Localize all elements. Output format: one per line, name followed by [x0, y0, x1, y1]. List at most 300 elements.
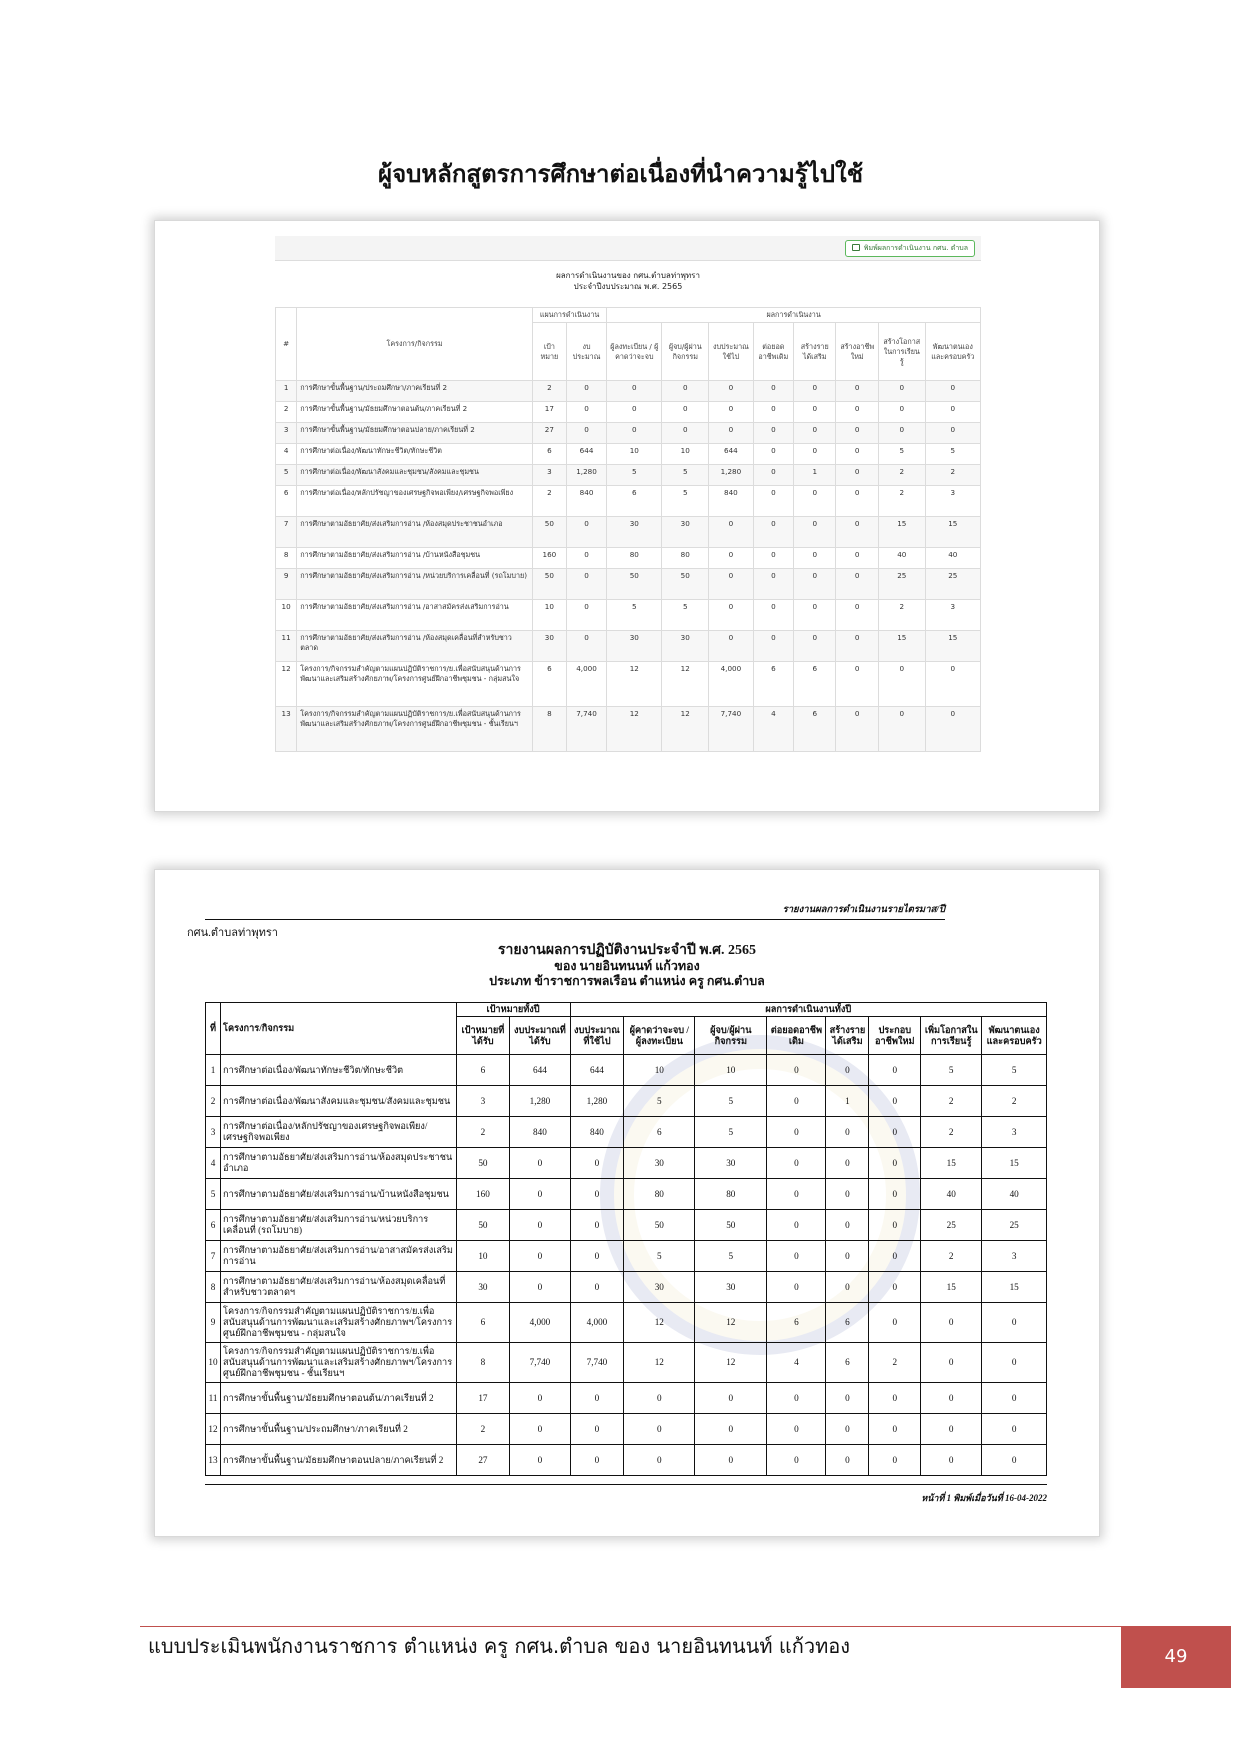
cell-dev: 0 — [925, 707, 980, 752]
plan-group-header: แผนการดำเนินงาน — [532, 308, 606, 323]
cell-extend: 0 — [753, 465, 793, 486]
web-report-screenshot — [155, 221, 1099, 811]
cell-newc: 0 — [836, 423, 878, 444]
cell-expected: 0 — [624, 1383, 695, 1414]
cell-project: การศึกษาต่อเนื่อง/หลักปรัชญาของเศรษฐกิจพอเพียง/เศรษฐกิจพอเพียง — [297, 486, 533, 517]
table-row — [206, 1086, 1047, 1117]
cell-used: 0 — [570, 1148, 624, 1179]
cell-expected: 5 — [624, 1241, 695, 1272]
cell-used: 840 — [570, 1117, 624, 1148]
col-project-header: โครงการ/กิจกรรม — [297, 308, 533, 381]
cell-num: 4 — [276, 444, 297, 465]
cell-opp: 5 — [921, 1055, 982, 1086]
cell-budget: 0 — [510, 1241, 570, 1272]
web-report-heading-line1: ผลการดำเนินงานของ กศน.ตำบลท่าพุทรา — [556, 271, 700, 280]
cell-opp: 0 — [921, 1414, 982, 1445]
table-row — [206, 1179, 1047, 1210]
cell-income: 0 — [794, 444, 836, 465]
cell-newc: 0 — [869, 1303, 921, 1343]
table-row — [206, 1241, 1047, 1272]
cell-passed: 0 — [662, 402, 709, 423]
cell-income: 0 — [826, 1414, 869, 1445]
cell-income: 6 — [794, 707, 836, 752]
cell-project: การศึกษาขั้นพื้นฐาน/มัธยมศึกษาตอนต้น/ภาคเรียนที่ 2 — [297, 402, 533, 423]
cell-passed: 50 — [662, 569, 709, 600]
cell-newc: 0 — [836, 517, 878, 548]
col-extra-income-header: สร้างรายได้เสริม — [794, 323, 836, 381]
cell-newc: 0 — [836, 465, 878, 486]
cell-used: 0 — [709, 517, 754, 548]
cell-passed: 12 — [695, 1343, 767, 1383]
cell-registered: 5 — [607, 465, 662, 486]
cell-num: 12 — [206, 1414, 221, 1445]
cell-target: 27 — [456, 1445, 510, 1476]
cell-budget: 1,280 — [566, 465, 606, 486]
cell-extend: 6 — [753, 662, 793, 707]
cell-opp: 40 — [921, 1179, 982, 1210]
cell-opp: 2 — [878, 486, 925, 517]
cell-newc: 0 — [869, 1117, 921, 1148]
cell-num: 8 — [276, 548, 297, 569]
cell-project: การศึกษาขั้นพื้นฐาน/มัธยมศึกษาตอนปลาย/ภาคเรียนที่ 2 — [297, 423, 533, 444]
cell-passed: 10 — [662, 444, 709, 465]
table-row — [276, 444, 981, 465]
cell-num: 11 — [206, 1383, 221, 1414]
cell-project: การศึกษาต่อเนื่อง/พัฒนาสังคมและชุมชน/สังคมและชุมชน — [297, 465, 533, 486]
cell-target: 2 — [456, 1414, 510, 1445]
cell-project: การศึกษาขั้นพื้นฐาน/ประถมศึกษา/ภาคเรียนที่ 2 — [221, 1414, 457, 1445]
cell-passed: 0 — [662, 423, 709, 444]
cell-income: 6 — [826, 1343, 869, 1383]
col-learning-opp-header: เพิ่มโอกาสในการเรียนรู้ — [921, 1017, 982, 1055]
cell-opp: 25 — [921, 1210, 982, 1241]
cell-target: 8 — [456, 1343, 510, 1383]
cell-extend: 0 — [753, 631, 793, 662]
cell-passed: 80 — [695, 1179, 767, 1210]
table-row — [206, 1343, 1047, 1383]
cell-dev: 40 — [982, 1179, 1047, 1210]
cell-num: 9 — [206, 1303, 221, 1343]
cell-num: 6 — [206, 1210, 221, 1241]
cell-project: การศึกษาตามอัธยาศัย/ส่งเสริมการอ่าน /หน่วยบริการเคลื่อนที่ (รถโมบาย) — [297, 569, 533, 600]
cell-budget: 0 — [510, 1148, 570, 1179]
cell-income: 0 — [794, 631, 836, 662]
cell-project: โครงการ/กิจกรรมสำคัญตามแผนปฏิบัติราชการ/ย.เพื่อสนับสนุนด้านการพัฒนาและเสริมสร้างศักยภาพฯ/โครงการศูนย์ฝึกอาชีพชุมชน - กลุ่มสนใจ — [221, 1303, 457, 1343]
cell-budget: 1,280 — [510, 1086, 570, 1117]
cell-budget: 4,000 — [510, 1303, 570, 1343]
cell-extend: 0 — [753, 402, 793, 423]
cell-extend: 0 — [767, 1117, 826, 1148]
table-row — [276, 517, 981, 548]
cell-target: 50 — [532, 517, 566, 548]
footer-divider — [140, 1626, 1123, 1627]
cell-income: 0 — [826, 1383, 869, 1414]
cell-num: 3 — [276, 423, 297, 444]
cell-registered: 50 — [607, 569, 662, 600]
cell-extend: 0 — [753, 517, 793, 548]
annual-result-header: ผลการดำเนินงานทั้งปี — [570, 1003, 1046, 1017]
cell-expected: 5 — [624, 1086, 695, 1117]
cell-income: 0 — [826, 1055, 869, 1086]
col-passed-header: ผู้จบ/ผู้ผ่านกิจกรรม — [662, 323, 709, 381]
cell-extend: 0 — [767, 1445, 826, 1476]
report-position: ประเภท ข้าราชการพลเรือน ตำแหน่ง ครู กศน.ตำบล — [489, 974, 765, 988]
cell-project: การศึกษาตามอัธยาศัย/ส่งเสริมการอ่าน/อาสาสมัครส่งเสริมการอ่าน — [221, 1241, 457, 1272]
footer-text: แบบประเมินพนักงานราชการ ตำแหน่ง ครู กศน.ตำบล ของ นายอินทนนท์ แก้วทอง — [148, 1634, 851, 1658]
col-target-header: เป้าหมาย — [532, 323, 566, 381]
cell-opp: 15 — [921, 1148, 982, 1179]
cell-newc: 0 — [869, 1148, 921, 1179]
cell-used: 7,740 — [570, 1343, 624, 1383]
table-row — [276, 381, 981, 402]
cell-project: การศึกษาตามอัธยาศัย/ส่งเสริมการอ่าน /บ้านหนังสือชุมชน — [297, 548, 533, 569]
cell-newc: 0 — [836, 569, 878, 600]
cell-num: 1 — [206, 1055, 221, 1086]
cell-project: การศึกษาต่อเนื่อง/พัฒนาทักษะชีวิต/ทักษะชีวิต — [221, 1055, 457, 1086]
org-name: กศน.ตำบลท่าพุทรา — [187, 927, 278, 939]
cell-opp: 0 — [878, 423, 925, 444]
cell-income: 0 — [794, 486, 836, 517]
cell-dev: 2 — [925, 465, 980, 486]
cell-passed: 10 — [695, 1055, 767, 1086]
cell-passed: 30 — [662, 517, 709, 548]
cell-newc: 0 — [836, 402, 878, 423]
col-budget-used-header: งบประมาณใช้ไป — [709, 323, 754, 381]
cell-dev: 3 — [925, 600, 980, 631]
cell-project: โครงการ/กิจกรรมสำคัญตามแผนปฏิบัติราชการ/ย.เพื่อสนับสนุนด้านการพัฒนาและเสริมสร้างศักยภาพฯ/โครงการศูนย์ฝึกอาชีพชุมชน - ชั้นเรียนฯ — [221, 1343, 457, 1383]
cell-target: 17 — [456, 1383, 510, 1414]
table-row — [206, 1272, 1047, 1303]
cell-project: การศึกษาต่อเนื่อง/พัฒนาทักษะชีวิต/ทักษะชีวิต — [297, 444, 533, 465]
cell-num: 8 — [206, 1272, 221, 1303]
cell-target: 8 — [532, 707, 566, 752]
cell-budget: 0 — [510, 1383, 570, 1414]
table-row — [276, 569, 981, 600]
cell-num: 13 — [206, 1445, 221, 1476]
cell-extend: 0 — [767, 1055, 826, 1086]
cell-income: 0 — [826, 1445, 869, 1476]
cell-opp: 2 — [921, 1086, 982, 1117]
cell-opp: 0 — [878, 402, 925, 423]
cell-used: 644 — [570, 1055, 624, 1086]
cell-target: 30 — [532, 631, 566, 662]
cell-newc: 0 — [869, 1272, 921, 1303]
cell-newc: 0 — [869, 1179, 921, 1210]
cell-opp: 2 — [921, 1241, 982, 1272]
cell-target: 10 — [532, 600, 566, 631]
cell-newc: 0 — [836, 548, 878, 569]
cell-dev: 0 — [925, 662, 980, 707]
cell-income: 0 — [794, 517, 836, 548]
cell-project: การศึกษาขั้นพื้นฐาน/มัธยมศึกษาตอนปลาย/ภาคเรียนที่ 2 — [221, 1445, 457, 1476]
cell-budget: 0 — [566, 402, 606, 423]
cell-project: การศึกษาตามอัธยาศัย/ส่งเสริมการอ่าน /ห้องสมุดเคลื่อนที่สำหรับชาวตลาด — [297, 631, 533, 662]
cell-num: 7 — [276, 517, 297, 548]
cell-passed: 12 — [662, 707, 709, 752]
cell-used: 0 — [709, 381, 754, 402]
cell-budget: 0 — [566, 600, 606, 631]
col-learning-opp-header: สร้างโอกาสในการเรียนรู้ — [878, 323, 925, 381]
cell-used: 1,280 — [709, 465, 754, 486]
cell-income: 1 — [826, 1086, 869, 1117]
cell-opp: 15 — [878, 517, 925, 548]
cell-num: 2 — [206, 1086, 221, 1117]
cell-num: 10 — [206, 1343, 221, 1383]
cell-passed: 5 — [695, 1117, 767, 1148]
table-row — [276, 465, 981, 486]
cell-expected: 50 — [624, 1210, 695, 1241]
cell-project: การศึกษาขั้นพื้นฐาน/ประถมศึกษา/ภาคเรียนที่ 2 — [297, 381, 533, 402]
result-group-header: ผลการดำเนินงาน — [607, 308, 981, 323]
cell-target: 10 — [456, 1241, 510, 1272]
print-report-label: พิมพ์ผลการดำเนินงาน กศน. ตำบล — [863, 244, 968, 252]
cell-opp: 0 — [921, 1343, 982, 1383]
cell-used: 1,280 — [570, 1086, 624, 1117]
cell-opp: 0 — [921, 1383, 982, 1414]
cell-expected: 80 — [624, 1179, 695, 1210]
cell-target: 50 — [532, 569, 566, 600]
web-report-toolbar — [275, 236, 981, 261]
cell-opp: 15 — [878, 631, 925, 662]
cell-project: การศึกษาตามอัธยาศัย/ส่งเสริมการอ่าน /อาสาสมัครส่งเสริมการอ่าน — [297, 600, 533, 631]
cell-expected: 10 — [624, 1055, 695, 1086]
cell-dev: 3 — [982, 1117, 1047, 1148]
cell-passed: 5 — [662, 600, 709, 631]
cell-passed: 0 — [695, 1414, 767, 1445]
cell-dev: 0 — [982, 1445, 1047, 1476]
col-budget-used-header: งบประมาณที่ใช้ไป — [570, 1017, 624, 1055]
cell-registered: 12 — [607, 707, 662, 752]
cell-used: 0 — [709, 569, 754, 600]
cell-extend: 0 — [767, 1179, 826, 1210]
cell-expected: 0 — [624, 1445, 695, 1476]
cell-newc: 0 — [869, 1241, 921, 1272]
col-extend-career-header: ต่อยอดอาชีพเดิม — [753, 323, 793, 381]
table-row — [206, 1303, 1047, 1343]
cell-target: 3 — [532, 465, 566, 486]
col-new-career-header: ประกอบอาชีพใหม่ — [869, 1017, 921, 1055]
report-owner: ของ นายอินทนนท์ แก้วทอง — [554, 959, 700, 973]
cell-budget: 0 — [566, 423, 606, 444]
cell-dev: 40 — [925, 548, 980, 569]
print-report-button[interactable] — [845, 240, 975, 257]
cell-income: 0 — [794, 402, 836, 423]
table-row — [276, 600, 981, 631]
cell-registered: 5 — [607, 600, 662, 631]
cell-registered: 0 — [607, 381, 662, 402]
cell-num: 1 — [276, 381, 297, 402]
cell-newc: 0 — [869, 1210, 921, 1241]
cell-num: 2 — [276, 402, 297, 423]
cell-num: 13 — [276, 707, 297, 752]
cell-extend: 0 — [753, 548, 793, 569]
cell-project: การศึกษาต่อเนื่อง/พัฒนาสังคมและชุมชน/สังคมและชุมชน — [221, 1086, 457, 1117]
cell-num: 5 — [276, 465, 297, 486]
cell-used: 0 — [570, 1445, 624, 1476]
cell-project: การศึกษาตามอัธยาศัย/ส่งเสริมการอ่าน/หน่วยบริการเคลื่อนที่ (รถโมบาย) — [221, 1210, 457, 1241]
cell-project: การศึกษาต่อเนื่อง/หลักปรัชญาของเศรษฐกิจพอเพียง/เศรษฐกิจพอเพียง — [221, 1117, 457, 1148]
cell-dev: 5 — [925, 444, 980, 465]
cell-extend: 0 — [753, 600, 793, 631]
cell-expected: 0 — [624, 1414, 695, 1445]
cell-project: โครงการ/กิจกรรมสำคัญตามแผนปฏิบัติราชการ/ย.เพื่อสนับสนุนด้านการพัฒนาและเสริมสร้างศักยภาพ/โครงการศูนย์ฝึกอาชีพชุมชน - ชั้นเรียนฯ — [297, 707, 533, 752]
cell-used: 644 — [709, 444, 754, 465]
cell-dev: 0 — [925, 402, 980, 423]
table-row — [206, 1210, 1047, 1241]
cell-budget: 0 — [510, 1179, 570, 1210]
cell-project: โครงการ/กิจกรรมสำคัญตามแผนปฏิบัติราชการ/ย.เพื่อสนับสนุนด้านการพัฒนาและเสริมสร้างศักยภาพ/โครงการศูนย์ฝึกอาชีพชุมชน - กลุ่มสนใจ — [297, 662, 533, 707]
cell-extend: 0 — [753, 381, 793, 402]
cell-target: 160 — [456, 1179, 510, 1210]
col-target-header: เป้าหมายที่ได้รับ — [456, 1017, 510, 1055]
cell-opp: 2 — [921, 1117, 982, 1148]
cell-opp: 0 — [878, 707, 925, 752]
cell-passed: 30 — [695, 1272, 767, 1303]
cell-extend: 0 — [753, 486, 793, 517]
cell-newc: 0 — [836, 444, 878, 465]
cell-budget: 0 — [566, 631, 606, 662]
cell-num: 9 — [276, 569, 297, 600]
cell-extend: 0 — [767, 1210, 826, 1241]
cell-passed: 0 — [662, 381, 709, 402]
cell-newc: 0 — [836, 486, 878, 517]
cell-budget: 4,000 — [566, 662, 606, 707]
cell-expected: 30 — [624, 1148, 695, 1179]
table-row — [206, 1383, 1047, 1414]
table-row — [206, 1117, 1047, 1148]
web-report-heading-line2: ประจำปีงบประมาณ พ.ศ. 2565 — [573, 282, 683, 291]
cell-budget: 7,740 — [510, 1343, 570, 1383]
cell-budget: 0 — [510, 1210, 570, 1241]
cell-income: 0 — [826, 1241, 869, 1272]
cell-target: 17 — [532, 402, 566, 423]
cell-newc: 2 — [869, 1343, 921, 1383]
cell-income: 0 — [826, 1272, 869, 1303]
cell-dev: 0 — [982, 1414, 1047, 1445]
cell-opp: 40 — [878, 548, 925, 569]
cell-dev: 3 — [982, 1241, 1047, 1272]
table-row — [206, 1445, 1047, 1476]
cell-passed: 30 — [695, 1148, 767, 1179]
cell-target: 2 — [532, 381, 566, 402]
page-number: 49 — [1121, 1626, 1231, 1688]
cell-dev: 15 — [982, 1148, 1047, 1179]
col-passed-header: ผู้จบ/ผู้ผ่านกิจกรรม — [695, 1017, 767, 1055]
cell-used: 0 — [709, 423, 754, 444]
cell-num: 4 — [206, 1148, 221, 1179]
cell-passed: 80 — [662, 548, 709, 569]
cell-registered: 30 — [607, 631, 662, 662]
cell-budget: 0 — [566, 569, 606, 600]
web-report-heading — [275, 270, 981, 292]
cell-num: 10 — [276, 600, 297, 631]
cell-budget: 0 — [510, 1272, 570, 1303]
table-row — [276, 707, 981, 752]
cell-expected: 12 — [624, 1343, 695, 1383]
cell-budget: 0 — [510, 1414, 570, 1445]
cell-dev: 3 — [925, 486, 980, 517]
cell-used: 0 — [570, 1179, 624, 1210]
table-row — [276, 423, 981, 444]
cell-budget: 0 — [566, 548, 606, 569]
cell-passed: 30 — [662, 631, 709, 662]
table-row — [206, 1414, 1047, 1445]
cell-dev: 15 — [925, 517, 980, 548]
cell-income: 1 — [794, 465, 836, 486]
cell-target: 6 — [456, 1303, 510, 1343]
cell-newc: 0 — [869, 1445, 921, 1476]
cell-opp: 2 — [878, 600, 925, 631]
col-budget-header: งบประมาณที่ได้รับ — [510, 1017, 570, 1055]
cell-num: 12 — [276, 662, 297, 707]
table-row — [206, 1055, 1047, 1086]
cell-project: การศึกษาตามอัธยาศัย/ส่งเสริมการอ่าน/ห้องสมุดประชาชนอำเภอ — [221, 1148, 457, 1179]
cell-income: 0 — [794, 548, 836, 569]
cell-target: 27 — [532, 423, 566, 444]
cell-used: 0 — [709, 600, 754, 631]
cell-dev: 0 — [982, 1383, 1047, 1414]
col-self-dev-header: พัฒนาตนเองและครอบครัว — [982, 1017, 1047, 1055]
cell-income: 0 — [794, 600, 836, 631]
cell-dev: 0 — [925, 423, 980, 444]
cell-newc: 0 — [869, 1383, 921, 1414]
table-row — [276, 631, 981, 662]
cell-passed: 0 — [695, 1445, 767, 1476]
col-extra-income-header: สร้างรายได้เสริม — [826, 1017, 869, 1055]
cell-budget: 840 — [510, 1117, 570, 1148]
cell-passed: 12 — [695, 1303, 767, 1343]
annual-target-header: เป้าหมายทั้งปี — [456, 1003, 570, 1017]
col-new-career-header: สร้างอาชีพใหม่ — [836, 323, 878, 381]
cell-registered: 0 — [607, 402, 662, 423]
cell-passed: 0 — [695, 1383, 767, 1414]
table-row — [206, 1148, 1047, 1179]
cell-target: 6 — [456, 1055, 510, 1086]
col-self-dev-header: พัฒนาตนเองและครอบครัว — [925, 323, 980, 381]
cell-newc: 0 — [836, 662, 878, 707]
cell-num: 7 — [206, 1241, 221, 1272]
cell-target: 6 — [532, 662, 566, 707]
cell-passed: 5 — [695, 1241, 767, 1272]
report-type-label: รายงานผลการดำเนินงานรายไตรมาส/ปี — [205, 902, 945, 920]
cell-registered: 10 — [607, 444, 662, 465]
cell-opp: 0 — [921, 1303, 982, 1343]
cell-target: 50 — [456, 1210, 510, 1241]
col-budget-header: งบประมาณ — [566, 323, 606, 381]
cell-used: 4,000 — [709, 662, 754, 707]
cell-dev: 15 — [982, 1272, 1047, 1303]
cell-expected: 30 — [624, 1272, 695, 1303]
cell-num: 6 — [276, 486, 297, 517]
print-report-screenshot — [155, 870, 1099, 1536]
cell-budget: 840 — [566, 486, 606, 517]
cell-expected: 12 — [624, 1303, 695, 1343]
cell-used: 0 — [570, 1272, 624, 1303]
cell-dev: 5 — [982, 1055, 1047, 1086]
table-row — [276, 402, 981, 423]
page-title: ผู้จบหลักสูตรการศึกษาต่อเนื่องที่นำความรู้ไปใช้ — [378, 160, 863, 188]
web-report-panel — [275, 236, 981, 794]
cell-income: 0 — [826, 1179, 869, 1210]
print-report-table — [205, 1002, 1047, 1476]
col-num-header: ที่ — [206, 1003, 221, 1055]
cell-income: 6 — [794, 662, 836, 707]
cell-opp: 5 — [878, 444, 925, 465]
cell-extend: 0 — [767, 1272, 826, 1303]
cell-newc: 0 — [836, 707, 878, 752]
cell-income: 6 — [826, 1303, 869, 1343]
cell-newc: 0 — [836, 381, 878, 402]
